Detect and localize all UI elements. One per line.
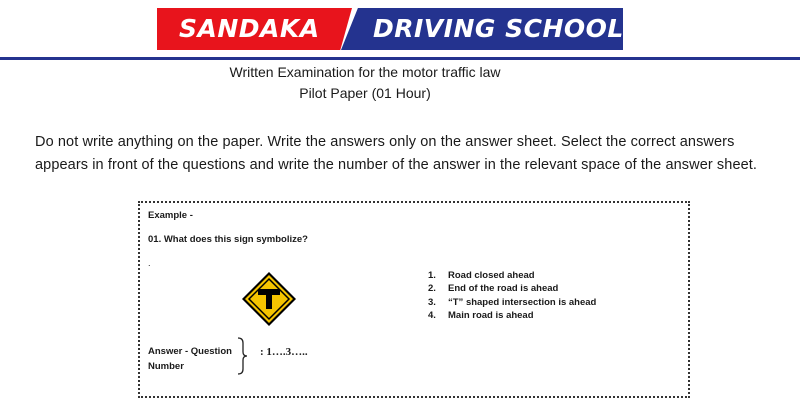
exam-title: Written Examination for the motor traffic law (229, 64, 501, 80)
answer-value: : 1….3….. (260, 346, 308, 358)
banner-school-type: DRIVING SCHOOL (373, 14, 624, 43)
option-3: 3. “T” shaped intersection is ahead (428, 296, 597, 308)
example-label: Example - (148, 210, 193, 221)
option-4: 4. Main road is ahead (428, 309, 534, 321)
school-banner (157, 8, 623, 50)
exam-subtitle: Pilot Paper (01 Hour) (299, 85, 431, 101)
t-intersection-sign-icon (240, 270, 298, 328)
instructions-paragraph: Do not write anything on the paper. Write the answers only on the answer sheet. Select the correct answers appears in front of the questions and write the number of the answer in the relevant space of the answer sheet. (35, 134, 758, 173)
example-box (138, 201, 690, 398)
answer-label-line2: Number (148, 361, 184, 372)
option-1: 1. Road closed ahead (428, 270, 535, 281)
curly-brace-icon (236, 337, 250, 375)
option-2: 2. End of the road is ahead (428, 283, 559, 295)
example-question: 01. What does this sign symbolize? (148, 234, 308, 245)
answer-label-line1: Answer - Question (148, 346, 232, 357)
answer-options-list (428, 269, 596, 322)
banner-school-name: SANDAKA (179, 14, 320, 43)
stray-mark: . (148, 258, 151, 268)
header-divider (0, 57, 800, 60)
